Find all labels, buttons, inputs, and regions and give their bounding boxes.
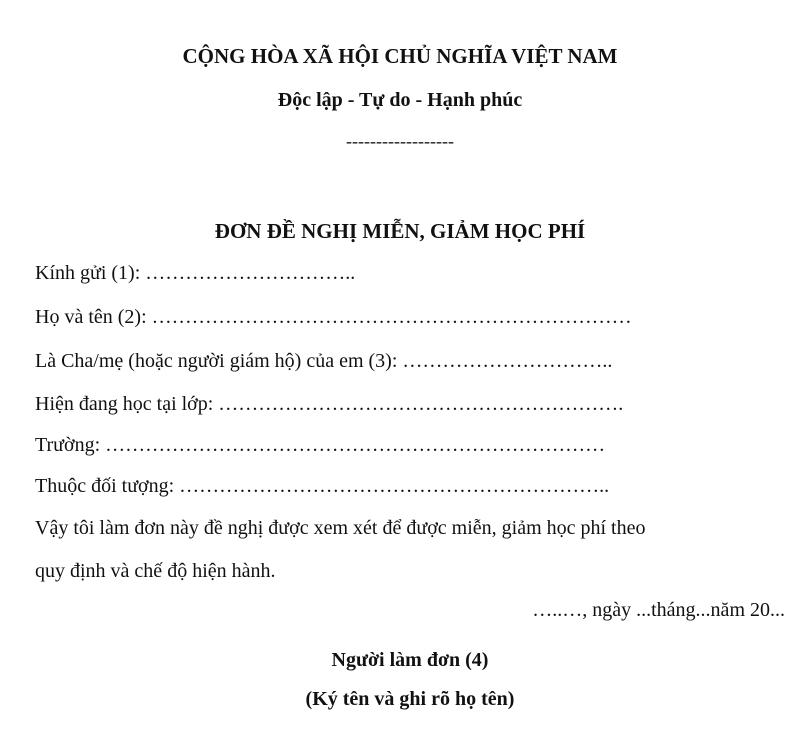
field-category: Thuộc đối tượng: ……………………………………………………….. xyxy=(35,475,610,497)
signer-title: Người làm đơn (4) xyxy=(331,649,489,671)
field-full-name: Họ và tên (2): ……………………………………………………………… xyxy=(35,306,632,328)
field-class: Hiện đang học tại lớp: ……………………………………………………. xyxy=(35,393,624,415)
field-guardian-of: Là Cha/mẹ (hoặc người giám hộ) của em (3): ………………………….. xyxy=(35,350,613,372)
date-line: …..…, ngày ...tháng...năm 20... xyxy=(532,599,785,621)
document-title: ĐƠN ĐỀ NGHỊ MIỄN, GIẢM HỌC PHÍ xyxy=(214,219,586,243)
signer-note: (Ký tên và ghi rõ họ tên) xyxy=(305,688,515,710)
national-title: CỘNG HÒA XÃ HỘI CHỦ NGHĨA VIỆT NAM xyxy=(182,44,618,68)
field-recipient: Kính gửi (1): ………………………….. xyxy=(35,262,356,284)
separator-line: ------------------ xyxy=(346,131,454,151)
request-text-line-1: Vậy tôi làm đơn này đề nghị được xem xét để được miễn, giảm học phí theo xyxy=(35,517,646,539)
field-school: Trường: ………………………………………………………………… xyxy=(35,434,606,456)
motto: Độc lập - Tự do - Hạnh phúc xyxy=(277,89,523,111)
request-text-line-2: quy định và chế độ hiện hành. xyxy=(35,560,276,582)
